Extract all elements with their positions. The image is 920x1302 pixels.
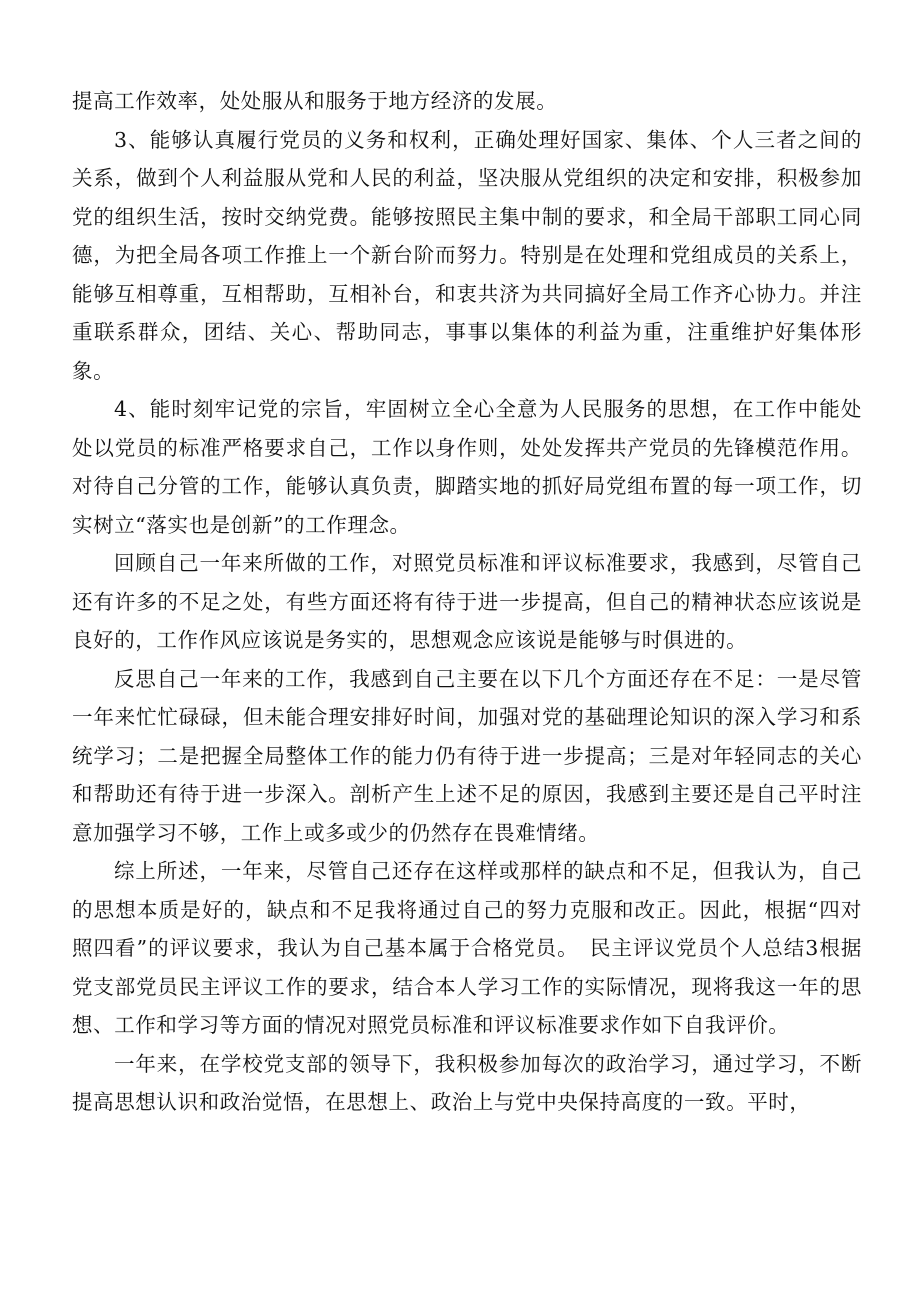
paragraph-summary: 综上所述，一年来，尽管自己还存在这样或那样的缺点和不足，但我认为，自己的思想本质是好的，缺点和不足我将通过自己的努力克服和改正。因此，根据“四对照四看”的评议要求，我认为自己基本属于合格党员。 民主评议党员个人总结3根据党支部党员民主评议工作的要求，结合本人学习工作的实际情况，现将我这一年的思想、工作和学习等方面的情况对照党员标准和评议标准要求作如下自我评价。 bbox=[72, 859, 862, 1037]
paragraph-continuation: 提高工作效率，处处服从和服务于地方经济的发展。 bbox=[72, 89, 558, 113]
paragraph-reflection: 反思自己一年来的工作，我感到自己主要在以下几个方面还存在不足：一是尽管一年来忙忙碌碌，但未能合理安排好时间，加强对党的基础理论知识的深入学习和系统学习；二是把握全局整体工作的能力仍有待于进一步提高；三是对年轻同志的关心和帮助还有待于进一步深入。剖析产生上述不足的原因，我感到主要还是自己平时注意加强学习不够，工作上或多或少的仍然存在畏难情绪。 bbox=[72, 666, 862, 845]
paragraph-item-3: 3、能够认真履行党员的义务和权利，正确处理好国家、集体、个人三者之间的关系，做到个人利益服从党和人民的利益，坚决服从党组织的决定和安排，积极参加党的组织生活，按时交纳党费。能够按照民主集中制的要求，和全局干部职工同心同德，为把全局各项工作推上一个新台阶而努力。特别是在处理和党组成员的关系上，能够互相尊重，互相帮助，互相补台，和衷共济为共同搞好全局工作齐心协力。并注重联系群众，团结、关心、帮助同志，事事以集体的利益为重，注重维护好集体形象。 bbox=[72, 127, 862, 383]
paragraph-review: 回顾自己一年来所做的工作，对照党员标准和评议标准要求，我感到，尽管自己还有许多的不足之处，有些方面还将有待于进一步提高，但自己的精神状态应该说是良好的，工作作风应该说是务实的，思想观念应该说是能够与时俱进的。 bbox=[72, 551, 862, 652]
document-body bbox=[72, 82, 862, 1122]
paragraph-item-4: 4、能时刻牢记党的宗旨，牢固树立全心全意为人民服务的思想，在工作中能处处以党员的标准严格要求自己，工作以身作则，处处发挥共产党员的先锋模范作用。对待自己分管的工作，能够认真负责，脚踏实地的抓好局党组布置的每一项工作，切实树立“落实也是创新”的工作理念。 bbox=[72, 397, 862, 537]
paragraph-year-review: 一年来，在学校党支部的领导下，我积极参加每次的政治学习，通过学习，不断提高思想认识和政治觉悟，在思想上、政治上与党中央保持高度的一致。平时， bbox=[72, 1051, 862, 1114]
